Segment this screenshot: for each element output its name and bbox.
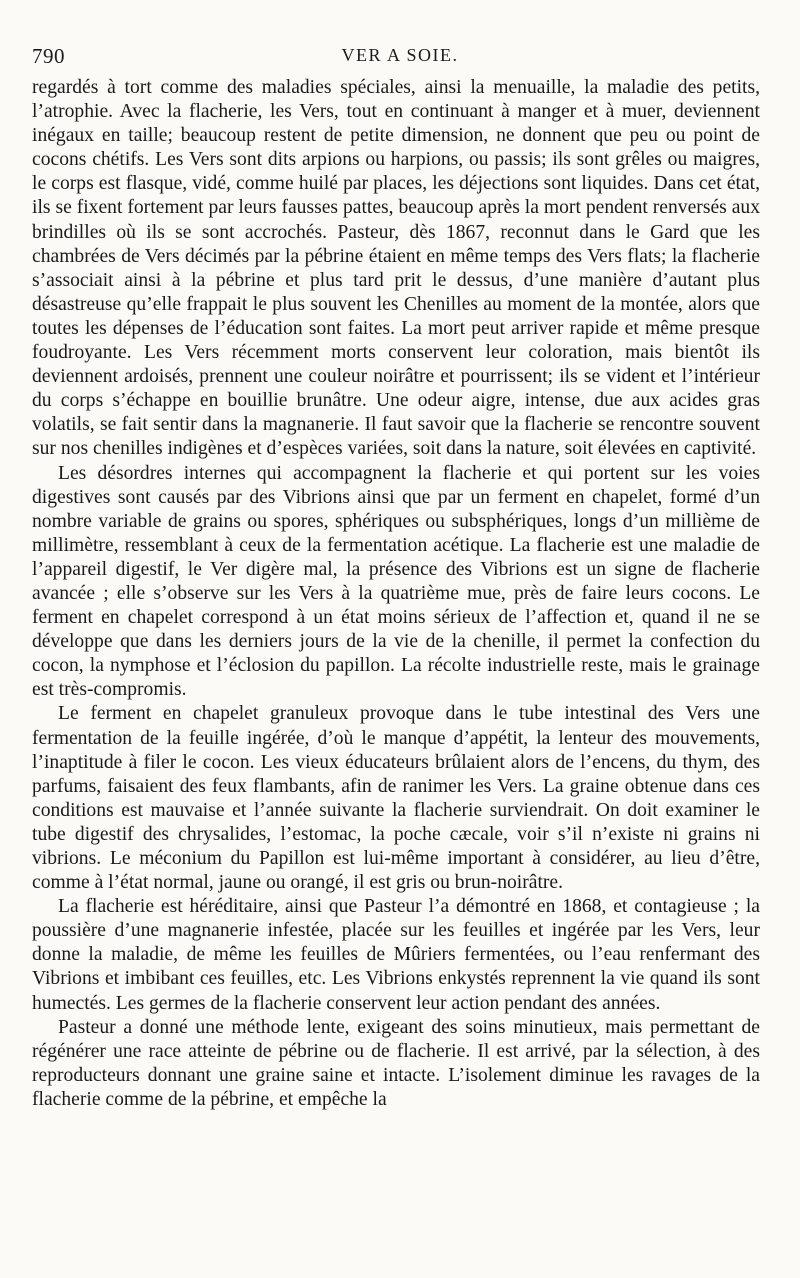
paragraph-ferment: Le ferment en chapelet granuleux provoque dans le tube intestinal des Vers une fermentation de la feuille ingérée, d’où le manque d’appétit, la lenteur des mouvements, l’inaptitude à filer le cocon. Les vieux éducateurs brûlaient alors de l’encens, du thym, des parfums, faisaient des feux flambants, afin de ranimer les Vers. La graine obtenue dans ces conditions est mauvaise et l’année suivante la flacherie surviendrait. On doit examiner le tube digestif des chrysalides, l’estomac, la poche cæcale, voir s’il n’existe ni grains ni vibrions. Le méconium du Papillon est lui-même important à considérer, au lieu d’être, comme à l’état normal, jaune ou orangé, il est gris ou brun-noirâtre.: [32, 703, 760, 894]
paragraph-internal-disorders: Les désordres internes qui accompagnent la flacherie et qui portent sur les voies digestives sont causés par des Vibrions ainsi que par un ferment en chapelet, formé d’un nombre variable de grains ou spores, sphériques ou subsphériques, longs d’un millième de millimètre, ressemblant à ceux de la fermentation acétique. La flacherie est une maladie de l’appareil digestif, le Ver digère mal, la présence des Vibrions est un signe de flacherie avancée ; elle s’observe sur les Vers à la quatrième mue, près de faire leurs cocons. Le ferment en chapelet correspond à un état moins sérieux de l’affection et, quand il ne se développe que dans les derniers jours de la vie de la chenille, il permet la confection du cocon, la nymphose et l’éclosion du papillon. La récolte industrielle reste, mais le grainage est très-compromis.: [32, 462, 760, 701]
paragraph-continuation: regardés à tort comme des maladies spéciales, ainsi la menuaille, la maladie des petits, l’atrophie. Avec la flacherie, les Vers, tout en continuant à manger et à muer, deviennent inégaux en taille; beaucoup restent de petite dimension, ne donnent que peu ou point de cocons chétifs. Les Vers sont dits arpions ou harpions, ou passis; ils sont grêles ou maigres, le corps est flasque, vidé, comme huilé par places, les déjections sont liquides. Dans cet état, ils se fixent fortement par leurs fausses pattes, beaucoup après la mort pendent renversés aux brindilles où ils se sont accrochés. Pasteur, dès 1867, reconnut dans le Gard que les chambrées de Vers décimés par la pébrine étaient en même temps des Vers flats; la flacherie s’associait ainsi à la pébrine et plus tard prit le dessus, d’une manière d’autant plus désastreuse qu’elle frappait le plus souvent les Chenilles au moment de la montée, alors que toutes les dépenses de l’éducation sont faites. La mort peut arriver rapide et même presque foudroyante. Les Vers récemment morts conservent leur coloration, mais bientôt ils deviennent ardoisés, prennent une couleur noirâtre et pourrissent; ils se vident et l’intérieur du corps s’échappe en bouillie brunâtre. Une odeur aigre, intense, due aux acides gras volatils, se fait sentir dans la magnanerie. Il faut savoir que la flacherie se rencontre souvent sur nos chenilles indigènes et d’espèces variées, soit dans la nature, soit élevées en captivité.: [32, 77, 760, 460]
running-title: VER A SOIE.: [341, 45, 459, 65]
page-header: [32, 44, 768, 74]
page-number: 790: [32, 44, 65, 68]
paragraph-hereditary: La flacherie est héréditaire, ainsi que Pasteur l’a démontré en 1868, et contagieuse ; la poussière d’une magnanerie infestée, placée sur les feuilles et ingérée par les Vers, leur donne la maladie, de même les feuilles de Mûriers fermentées, ou l’eau renfermant des Vibrions et imbibant ces feuilles, etc. Les Vibrions enkystés reprennent la vie quand ils sont humectés. Les germes de la flacherie conservent leur action pendant des années.: [32, 896, 760, 1014]
paragraph-pasteur-method: Pasteur a donné une méthode lente, exigeant des soins minutieux, mais permettant de régénérer une race atteinte de pébrine ou de flacherie. Il est arrivé, par la sélection, à des reproducteurs donnant une graine saine et intacte. L’isolement diminue les ravages de la flacherie comme de la pébrine, et empêche la: [32, 1016, 760, 1110]
body-text: [32, 76, 760, 1112]
